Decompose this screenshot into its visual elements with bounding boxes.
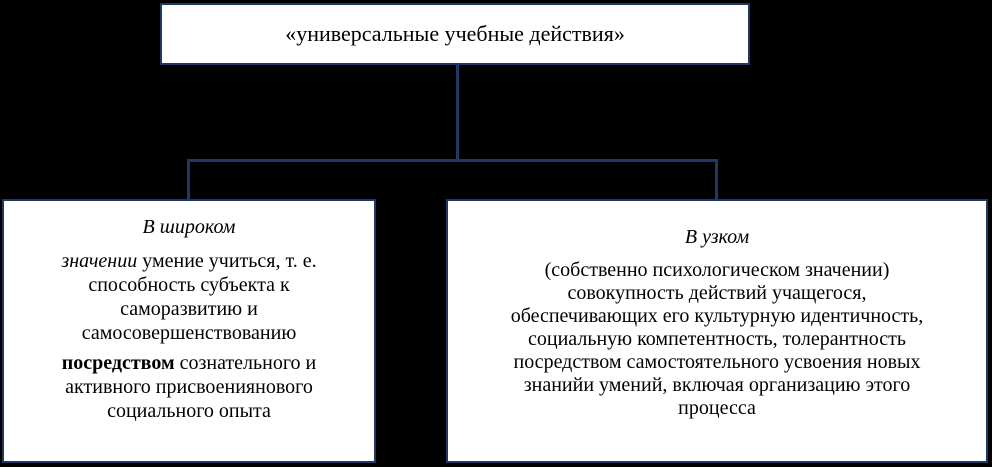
- narrow-line-6: знанийи умений, включая организацию этого: [523, 374, 911, 396]
- broad-line-4: самосовершенствованию: [81, 322, 297, 344]
- broad-line-2: способность субъекта к: [88, 274, 290, 296]
- connector-right: [715, 160, 718, 200]
- narrow-line-5: посредством самостоятельного усвоения новых: [513, 351, 921, 373]
- broad-heading: В широком: [142, 216, 236, 238]
- narrow-meaning-node: [446, 199, 988, 463]
- broad-line-6: активного присвоениянового: [65, 376, 313, 398]
- connector-trunk: [456, 65, 459, 161]
- broad-line-5: посредством сознательного и: [61, 352, 317, 374]
- broad-line-1: значении умение учиться, т. е.: [61, 250, 317, 272]
- narrow-line-2: совокупность действий учащегося,: [567, 282, 867, 304]
- broad-line-7: социального опыта: [107, 400, 271, 422]
- broad-line-3: саморазвитию и: [120, 298, 258, 320]
- narrow-line-7: процесса: [678, 397, 756, 419]
- connector-branch: [187, 159, 718, 162]
- narrow-line-1: (собственно психологическом значении): [544, 259, 890, 281]
- connector-left: [187, 160, 190, 200]
- narrow-heading: В узком: [684, 226, 750, 248]
- root-node: [160, 3, 750, 65]
- root-title: «универсальные учебные действия»: [285, 21, 625, 46]
- broad-meaning-node: [2, 199, 376, 463]
- narrow-line-3: обеспечивающих его культурную идентичность,: [510, 305, 924, 327]
- narrow-line-4: социальную компетентность, толерантность: [528, 328, 906, 350]
